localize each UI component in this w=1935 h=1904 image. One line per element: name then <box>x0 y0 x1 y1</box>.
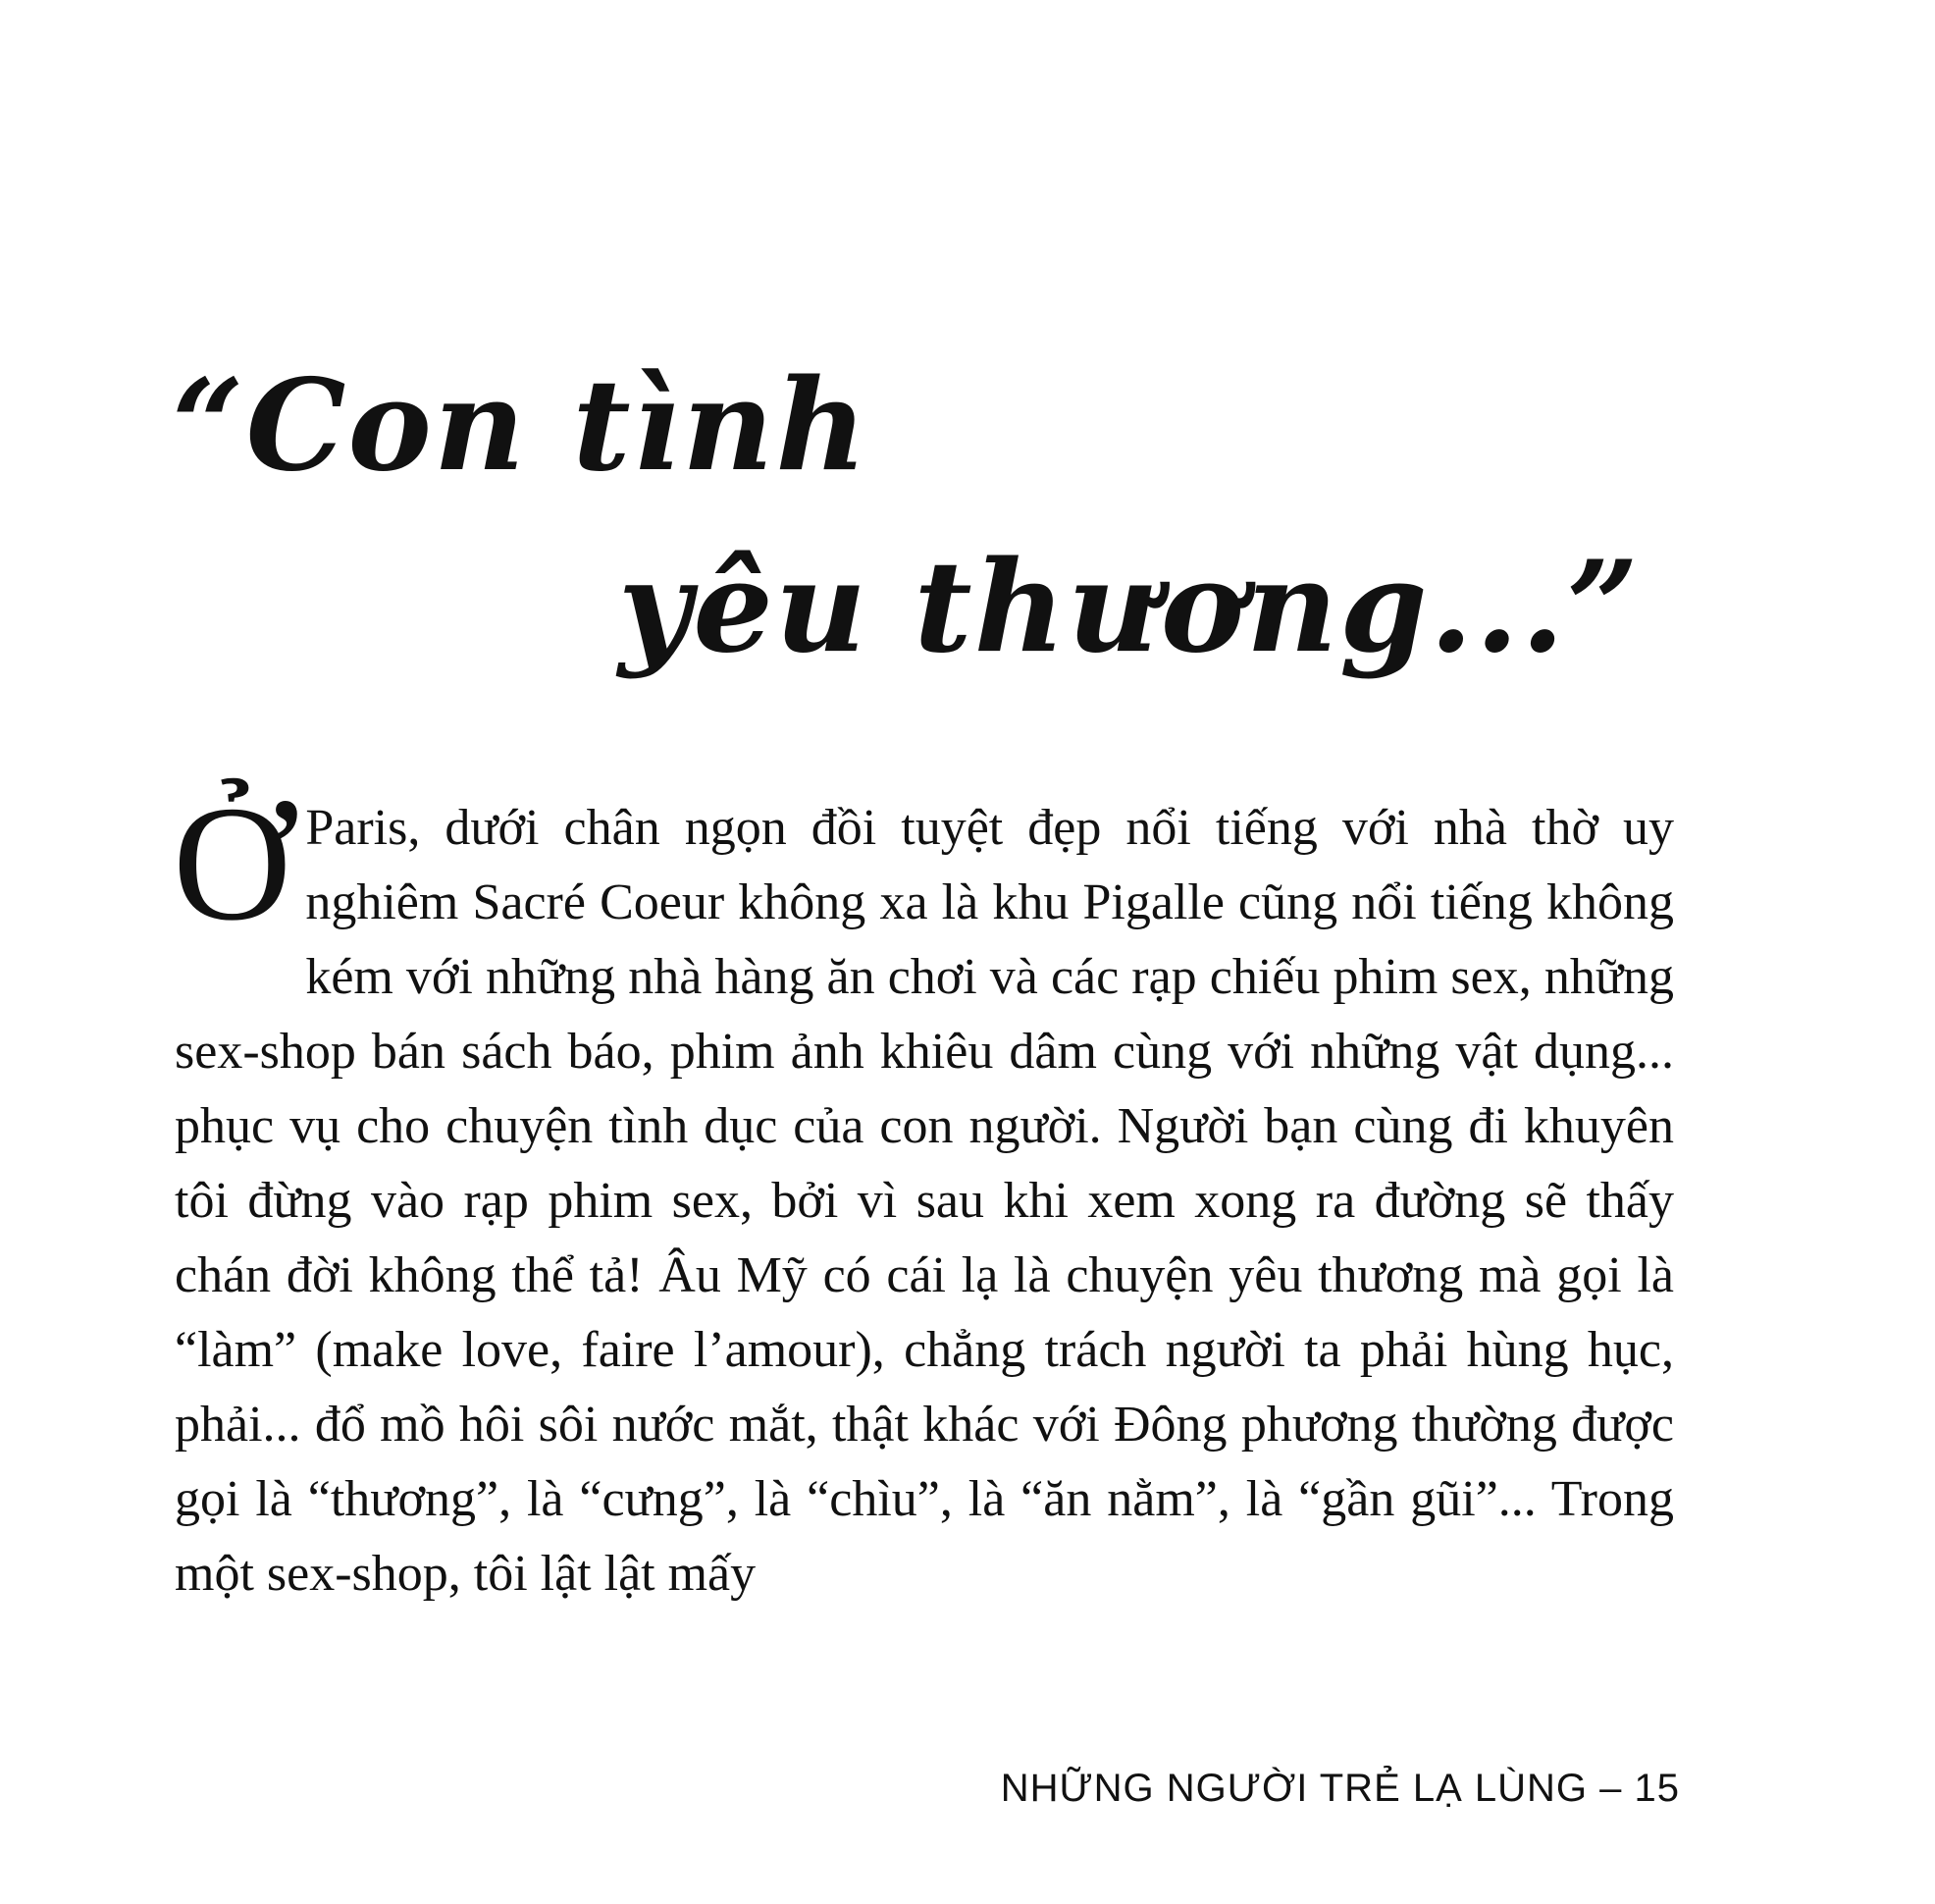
chapter-title-line-1: “Con tình <box>172 352 869 500</box>
body-text: Paris, dưới chân ngọn đồi tuyệt đẹp nổi tiếng với nhà thờ uy nghiêm Sacré Coeur không xa là khu Pigalle cũng nổi tiếng không kém với những nhà hàng ăn chơi và các rạp chiếu phim sex, những sex-shop bán sách báo, phim ảnh khiêu dâm cùng với những vật dụng... phục vụ cho chuyện tình dục của con người. Người bạn cùng đi khuyên tôi đừng vào rạp phim sex, bởi vì sau khi xem xong ra đường sẽ thấy chán đời không thể tả! Âu Mỹ có cái lạ là chuyện yêu thương mà gọi là “làm” (make love, faire l’amour), chẳng trách người ta phải hùng hục, phải... đổ mồ hôi sôi nước mắt, thật khác với Đông phương thường được gọi là “thương”, là “cưng”, là “chìu”, là “ăn nằm”, là “gần gũi”... Trong một sex-shop, tôi lật lật mấy <box>175 800 1674 1602</box>
running-footer: NHỮNG NGƯỜI TRẺ LẠ LÙNG – 15 <box>1000 1767 1680 1810</box>
body-paragraph <box>173 772 1674 1612</box>
chapter-title-line-2: yêu thương...” <box>618 534 1641 681</box>
drop-cap: Ở <box>173 772 292 955</box>
